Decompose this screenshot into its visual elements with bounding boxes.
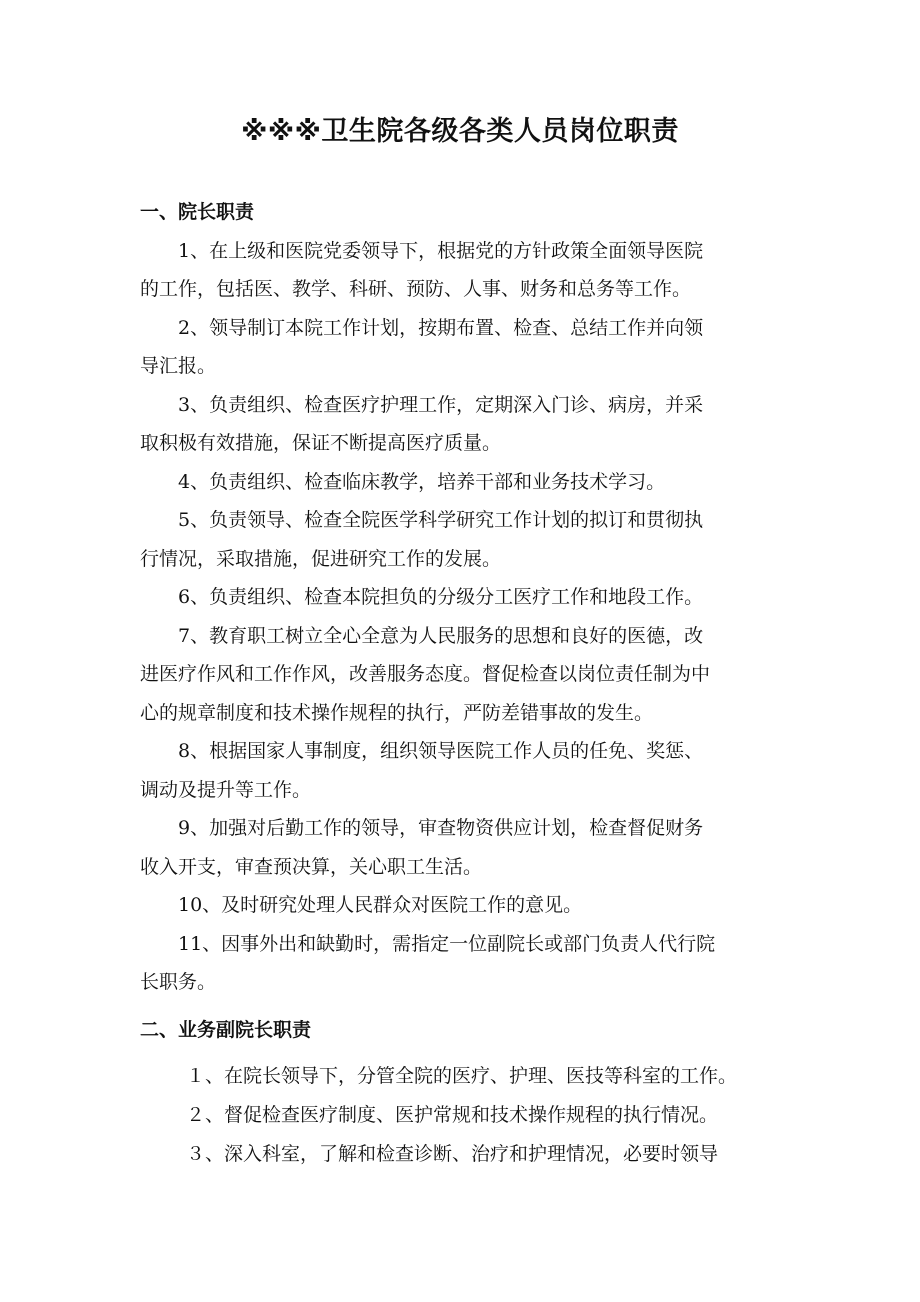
paragraph-line: 5、负责领导、检查全院医学科学研究工作计划的拟订和贯彻执 (178, 509, 704, 531)
paragraph-line: 9、加强对后勤工作的领导，审查物资供应计划，检查督促财务 (178, 817, 704, 839)
paragraph-line: 取积极有效措施，保证不断提高医疗质量。 (140, 432, 502, 454)
paragraph-line: 心的规章制度和技术操作规程的执行，严防差错事故的发生。 (140, 702, 654, 724)
section-heading-president: 一、院长职责 (140, 201, 255, 223)
paragraph-line: 8、根据国家人事制度，组织领导医院工作人员的任免、奖惩、 (178, 740, 704, 762)
paragraph-line: 11、因事外出和缺勤时，需指定一位副院长或部门负责人代行院 (178, 933, 716, 955)
paragraph-line: 3、负责组织、检查医疗护理工作，定期深入门诊、病房，并采 (178, 394, 704, 416)
paragraph-line: 调动及提升等工作。 (140, 779, 312, 801)
paragraph-line: 10、及时研究处理人民群众对医院工作的意见。 (178, 894, 583, 916)
paragraph-line: 长职务。 (140, 971, 217, 993)
paragraph-line: ２、督促检查医疗制度、医护常规和技术操作规程的执行情况。 (186, 1104, 719, 1126)
paragraph-line: 导汇报。 (140, 355, 217, 377)
paragraph-line: 的工作，包括医、教学、科研、预防、人事、财务和总务等工作。 (140, 278, 692, 300)
paragraph-line: 行情况，采取措施，促进研究工作的发展。 (140, 548, 502, 570)
paragraph-line: ３、深入科室，了解和检查诊断、治疗和护理情况，必要时领导 (186, 1143, 719, 1165)
paragraph-line: 6、负责组织、检查本院担负的分级分工医疗工作和地段工作。 (178, 586, 704, 608)
paragraph-line: 进医疗作风和工作作风，改善服务态度。督促检查以岗位责任制为中 (140, 663, 711, 685)
paragraph-line: 2、领导制订本院工作计划，按期布置、检查、总结工作并向领 (178, 317, 704, 339)
paragraph-line: 4、负责组织、检查临床教学，培养干部和业务技术学习。 (178, 471, 666, 493)
paragraph-line: 收入开支，审查预决算，关心职工生活。 (140, 856, 483, 878)
paragraph-line: １、在院长领导下，分管全院的医疗、护理、医技等科室的工作。 (186, 1065, 738, 1087)
section-heading-vice-president: 二、业务副院长职责 (140, 1019, 312, 1041)
paragraph-line: 7、教育职工树立全心全意为人民服务的思想和良好的医德，改 (178, 625, 704, 647)
paragraph-line: 1、在上级和医院党委领导下，根据党的方针政策全面领导医院 (178, 240, 704, 262)
document-title: ※※※卫生院各级各类人员岗位职责 (241, 116, 679, 147)
